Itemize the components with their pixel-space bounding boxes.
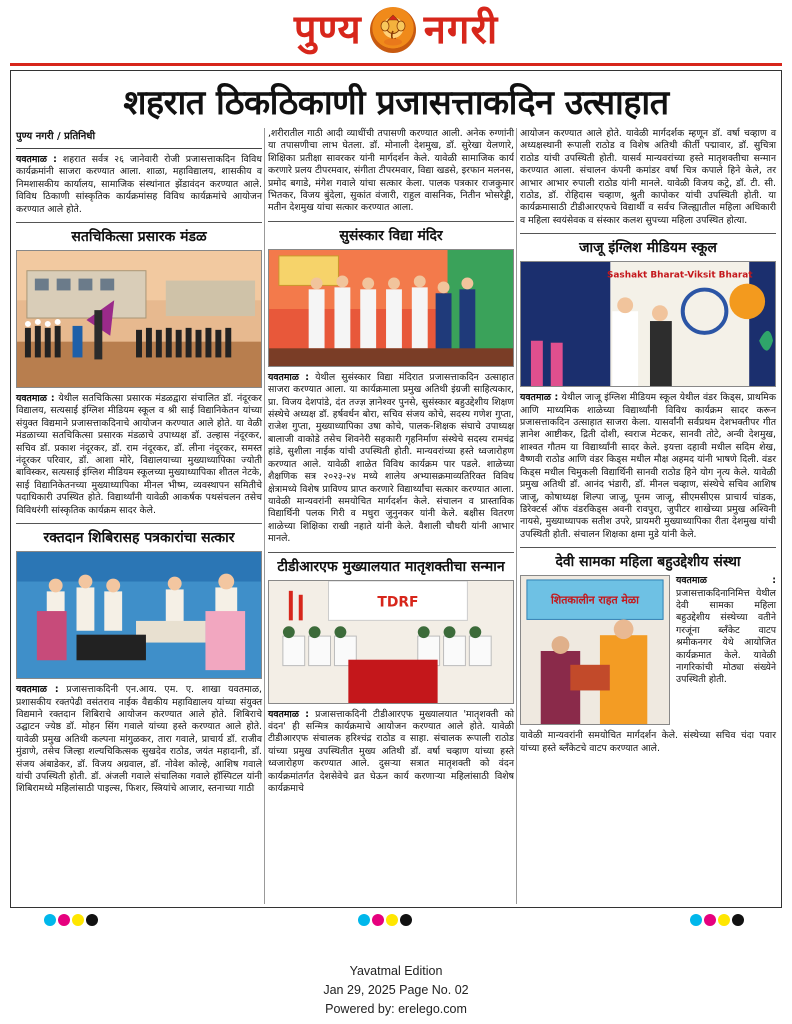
story3-text: येथील सुसंस्कार विद्या मंदिरात प्रजासत्ताकदिन उत्साहात साजरा करण्यात आला. या कार्यक्रमाला प्रमुख अतिथी इंग्रजी साहित्यकार, प्रा. विजय देशपांडे, दंत तज्ज्ञ ज्ञानेश्वर पुनसे, सुसंस्कार बहुउद्देशीय शिक्षण संस्थेचे अध्यक्ष डॉ. हर्षवर्धन बोरा, सचिव संजय कोचे, सदस्य गणेश गुप्ता, राजेश गुप्ता, मुख्याध्यापिका उषा कोचे, पालक-शिक्षक संघाचे उपाध्यक्ष बालाजी वाकोडे तसेच शिवनेरी सहकारी गृहनिर्माण संस्थेचे सदस्य रामचंद्र हांडे, सुशीला नाईक यांची उपस्थिती होती. मान्यवरांच्या हस्ते ध्वजारोहण करण्यात आले. यावेळी शाळेत विविध कार्यक्रम पार पडले. शाळेच्या शैक्षणिक सत्र २०२३-२४ मध्ये शालेय अभ्यासक्रमाव्यतिरिक्त विविध क्षेत्रामध्ये विशेष प्राविण्य प्राप्त करणारे विद्यार्थ्यांचा सत्कार करण्यात आला. यावेळी मान्यवरांनी समयोचित मार्गदर्शन केले. संचालन व प्रास्ताविक विद्यार्थिनी पलक गिरी व मधुरा जुनुनकर यांनी केले. बक्षीस वितरण शाळेच्या शिक्षिका राखी नहाते यांनी केले. वैशाली चौधरी यांनी आभार मानले. [268, 371, 514, 545]
jaju-banner-text: Sashakt Bharat-Viksit Bharat [606, 271, 753, 281]
story4-photo [268, 580, 514, 704]
registration-marks [358, 913, 412, 927]
yellow-dot-icon [72, 914, 84, 926]
story6-full-paragraph: यावेळी मान्यवरांनी समयोचित मार्गदर्शन केले. संस्थेच्या सचिव चंदा पवार यांच्या हस्ते ब्लँकेटचे वाटप करण्यात आले. [520, 730, 776, 754]
masthead [0, 0, 792, 66]
dateline: यवतमाळ : [268, 708, 310, 720]
story2-paragraph [16, 684, 262, 796]
story4-text: प्रजासत्ताकदिनी टीडीआरएफ मुख्यालयात 'मातृशक्ती को वंदन' ही सन्मित्र कार्यक्रमाचे आयोजन करण्यात आले होते. यावेळी टीडीआरएफ संचालक हरिश्चंद्र राठोड व साहा. संचालक रूपाली राठोड यांच्या प्रमुख उपस्थितीत मुख्य अतिथी डॉ. वर्षा चव्हाण यांच्या हस्ते ध्वजारोहण करण्यात आले. दुसऱ्या सत्रात मातृशक्ती को वंदन कार्यक्रमांतर्गत देशसेवेचे व्रत घेऊन कार्य करणाऱ्या महिलांसाठी विशेष कार्यक्रमाचे [268, 708, 514, 794]
story3-paragraph [268, 372, 514, 546]
story6-heading: देवी सामका महिला बहुउद्देशीय संस्था [520, 547, 776, 571]
black-dot-icon [400, 914, 412, 926]
intro-text: शहरात सर्वत्र २६ जानेवारी रोजी प्रजासत्ताकदिन विविध कार्यक्रमांनी साजरा करण्यात आला. शाळा, महाविद्यालय, शासकीय व निमशासकीय कार्यालय, सामाजिक संस्थांनात झेंडावंदन करण्यात आले. विविध ठिकाणी सांस्कृतिक कार्यक्रमांसह विविध कार्यक्रमांचे आयोजन करण्यात आले होते. [16, 154, 262, 215]
dateline: यवतमाळ : [16, 154, 57, 165]
story5-photo [520, 261, 776, 387]
story3-heading: सुसंस्कार विद्या मंदिर [268, 221, 514, 245]
magenta-dot-icon [372, 914, 384, 926]
story2-text: प्रजासत्ताकदिनी एन.आय. एम. ए. शाखा यवतमाळ, प्रशासकीय रक्तपेढी वसंतराव नाईक वैद्यकीय महाविद्यालय यांच्या संयुक्त विद्यमाने रक्तदान शिबिराचे आयोजन करण्यात आले होते. शिबिराचे उद्घाटन ज्येष्ठ डॉ. मोहन सिंग गवाले यांच्या हस्ते करण्यात आले होते. यावेळी प्रमुख अतिथी कल्पना मांगुळकर, तारा गवाले, प्राचार्य डॉ. राजीव मुंडाणे, तसेच जिल्हा शल्यचिकित्सक सुखदेव राठोड, जयंत महादानी, डॉ. संजय अंबाडेकर, डॉ. विजय अग्रवाल, डॉ. नोवेश कोल्हे, आशिष गवाले यांची उपस्थिती होती. डॉ. अंजली गवाले संचालिका गवाले हॉस्पिटल यांनी शिबिरामध्ये महिलांसाठी पाइल्स, फिशर, स्त्रियांचे आजार, स्तनाच्या गाठी [16, 684, 262, 795]
magenta-dot-icon [704, 914, 716, 926]
ganesha-logo-icon [370, 7, 416, 53]
story4-heading: टीडीआरएफ मुख्यालयात मातृशक्तीचा सन्मान [268, 552, 514, 576]
story6-block [520, 575, 776, 730]
black-dot-icon [732, 914, 744, 926]
cyan-dot-icon [690, 914, 702, 926]
yellow-dot-icon [718, 914, 730, 926]
story1-paragraph [16, 393, 262, 517]
edition-label: Yavatmal Edition [349, 964, 443, 978]
dateline: यवतमाळ : [676, 575, 776, 587]
story1-photo [16, 250, 262, 388]
photo-banner-text: शितकालीन राहत मेळा [551, 593, 639, 607]
story2-photo [16, 551, 262, 679]
dateline: यवतमाळ : [16, 393, 55, 405]
story5-paragraph [520, 392, 776, 541]
story6-text: प्रजासत्ताकदिनानिमित्त येथील देवी सामका महिला बहुउद्देशीय संस्थेच्या वतीने गरजूंना ब्लँकेट वाटप श्रमीकनगर येथे आयोजित कार्यक्रमात केले. यावेळी नागरिकांची मोठ्या संख्येने उपस्थिती होती. [676, 587, 776, 686]
masthead-title [260, 4, 532, 56]
dateline: यवतमाळ : [520, 392, 559, 404]
tdrf-banner-text: TDRF [377, 594, 419, 611]
cyan-dot-icon [44, 914, 56, 926]
story4-continued: आयोजन करण्यात आले होते. यावेळी मार्गदर्शक म्हणून डॉ. वर्षा चव्हाण व अध्यक्षस्थानी रूपाली राठोड व विशेष अतिथी कीर्ती पद्मावार, डॉ. सुचित्रा राठोड यांची उपस्थिती होती. यासर्व मान्यवरांच्या हस्ते मातृशक्तीचा सन्मान करण्यात आला. संचालन कंपनी कमांडर वर्षा चित्र कपाले हिने केले, तर आभार आभार रुपाली राठोड यांनी मानले. यावेळी विजय कट्रे, डॉ. टी. सी. राठोड, डॉ. रोहिदास चव्हाण, श्रुती कापोकर यांची उपस्थिती होती. या कार्यक्रमासाठी टीडीआरएफचे विद्यार्थी व सर्वच जिल्ह्यातील महिला अधिकारी व महिला स्वयंसेवक व संस्कार कलश सुपच्या महिला उपस्थित होत्या. [520, 128, 776, 226]
story4-paragraph [268, 709, 514, 796]
dateline: यवतमाळ : [16, 684, 59, 696]
story6-photo [520, 575, 670, 725]
masthead-word-right: नगरी [423, 6, 499, 53]
column-divider [516, 128, 517, 904]
black-dot-icon [86, 914, 98, 926]
column-divider [264, 128, 265, 904]
intro-paragraph [16, 154, 262, 216]
dateline: यवतमाळ : [268, 371, 310, 383]
story2-continued: ,शरीरातील गाठी आदी व्याधींची तपासणी करण्यात आली. अनेक रुग्णांनी या तपासणीचा लाभ घेतला. डॉ. मोनाली देशमुख, डॉ. सुरेखा येलणारे, शिक्षिका प्रतीक्षा सावरकर यांनी मार्गदर्शन केले. यावेळी सामाजिक कार्य करणारे प्रलय टीपरमवार, संगीता टीपरमवार, विद्या खडसे, इरफान मलनस, प्रमोद बगाडे, मंगेश गवाले यांचा सत्कार केला. पालक पत्रकार राजकुमार भितकर, विजय बुंदेला, सुकांत वंजारी, राहुल वासनिक, नितीन भोसरेड्डी, मतीन देशमुख यांचा सत्कार करण्यात आला. [268, 128, 514, 214]
story6-side-text [676, 575, 776, 730]
story5-text: येथील जाजू इंग्लिश मीडियम स्कूल येथील वंडर किड्स, प्राथमिक आणि माध्यमिक शाळेच्या विद्यार्थ्यांनी विविध कार्यक्रम सादर करून प्रजासत्ताकदिन उत्साहात साजरा केला. यासर्वांनी सर्वप्रथम देशभक्तीपर गीत ज्ञानेश आष्टीकर, द्रिती दोशी, स्वराज मेटकर, सानवी तोटे, अन्वी देशमुख, शाश्वत गौतम या विद्यार्थ्यांनी सादर केले. इयत्ता दहावी मधील सदिम शेख, वैष्णवी राठोड आणि वंडर किड्स मधील मौक्ष अहमद यांनी भाषणे दिली. वंडर किड्स मधील चिमुकली विद्यार्थिनी सानवी राठोड हिने योग नृत्य केले. यावेळी प्रमुख अतिथी डॉ. आनंद भंडारी, डॉ. मीनल चव्हाण, संस्थेचे सचिव आशिष जाजू, कोषाध्यक्ष शिल्पा जाजू, पूनम जाजू, सीएमसीएस प्राचार्य चांडक, डिरेक्टर्स ऑफ वंडरकिड्स अवनी रावपुरा, जुपीटर शाखेच्या प्रमुख अश्विनी नायसे, मुख्याध्यापक सतीश उपरे, प्रायमरी मुख्याध्यापिका रीता देशमुख यांची उपस्थिती होती. संचालन शिक्षका क्षमा मुडे यांनी केले. [520, 392, 776, 540]
story6-paragraph [676, 575, 776, 687]
column-3 [520, 128, 776, 755]
powered-by-link[interactable]: Powered by: erelego.com [325, 1002, 467, 1016]
story2-heading: रक्तदान शिबिरासह पत्रकारांचा सत्कार [16, 523, 262, 547]
registration-marks [44, 913, 98, 927]
story1-text: येथील सतचिकित्सा प्रसारक मंडळद्वारा संचालित डॉ. नंदूरकर विद्यालय, सत्यसाई इंग्लिश मीडियम स्कूल व श्री साई विद्यानिकेतन यांच्या संयुक्त विद्यमाने प्रजासत्ताकदिनाचे आयोजन करण्यात आले होते. या वेळी मंडळाच्या सतचिकित्सा प्रसारक मंडळाचे उपाध्यक्ष डॉ. उल्हास नंदूरकर, सचिव डॉ. प्रकाश नंदूरकर, डॉ. राम नंदूरकर, डॉ. लीना नंदूरकर, समस्त नंदूरकर परिवार, डॉ. आशा मोरे, विद्यालयाच्या मुख्याध्यापिका ज्योती बाविस्कर, सत्यसाई इंग्लिश मीडियम स्कूलच्या मुख्याध्यापिका शीतल नेटके, साई विद्यानिकेतनच्या मुख्याध्यापिका मीनल भीष्म, व्यवस्थापन समितीचे पदाधिकारी उपस्थित होते. विद्यार्थ्यांनी यावेळी आकर्षक पथसंचलन तसेच विविधरंगी सांस्कृतिक कार्यक्रम सादर केले. [16, 393, 262, 516]
magenta-dot-icon [58, 914, 70, 926]
page-headline: शहरात ठिकठिकाणी प्रजासत्ताकदिन उत्साहात [123, 83, 669, 123]
byline: पुण्य नगरी / प्रतिनिधी [16, 131, 96, 142]
column-2 [268, 128, 514, 795]
divider [16, 148, 262, 149]
masthead-rule [10, 63, 782, 66]
cyan-dot-icon [358, 914, 370, 926]
yellow-dot-icon [386, 914, 398, 926]
story3-photo [268, 249, 514, 367]
masthead-word-left: पुण्य [293, 6, 362, 53]
story1-heading: सतचिकित्सा प्रसारक मंडळ [16, 222, 262, 246]
story5-heading: जाजू इंग्लिश मीडियम स्कूल [520, 233, 776, 257]
column-1 [16, 128, 262, 796]
registration-marks [690, 913, 744, 927]
page-footer [0, 962, 792, 1019]
date-page-label: Jan 29, 2025 Page No. 02 [323, 983, 469, 997]
